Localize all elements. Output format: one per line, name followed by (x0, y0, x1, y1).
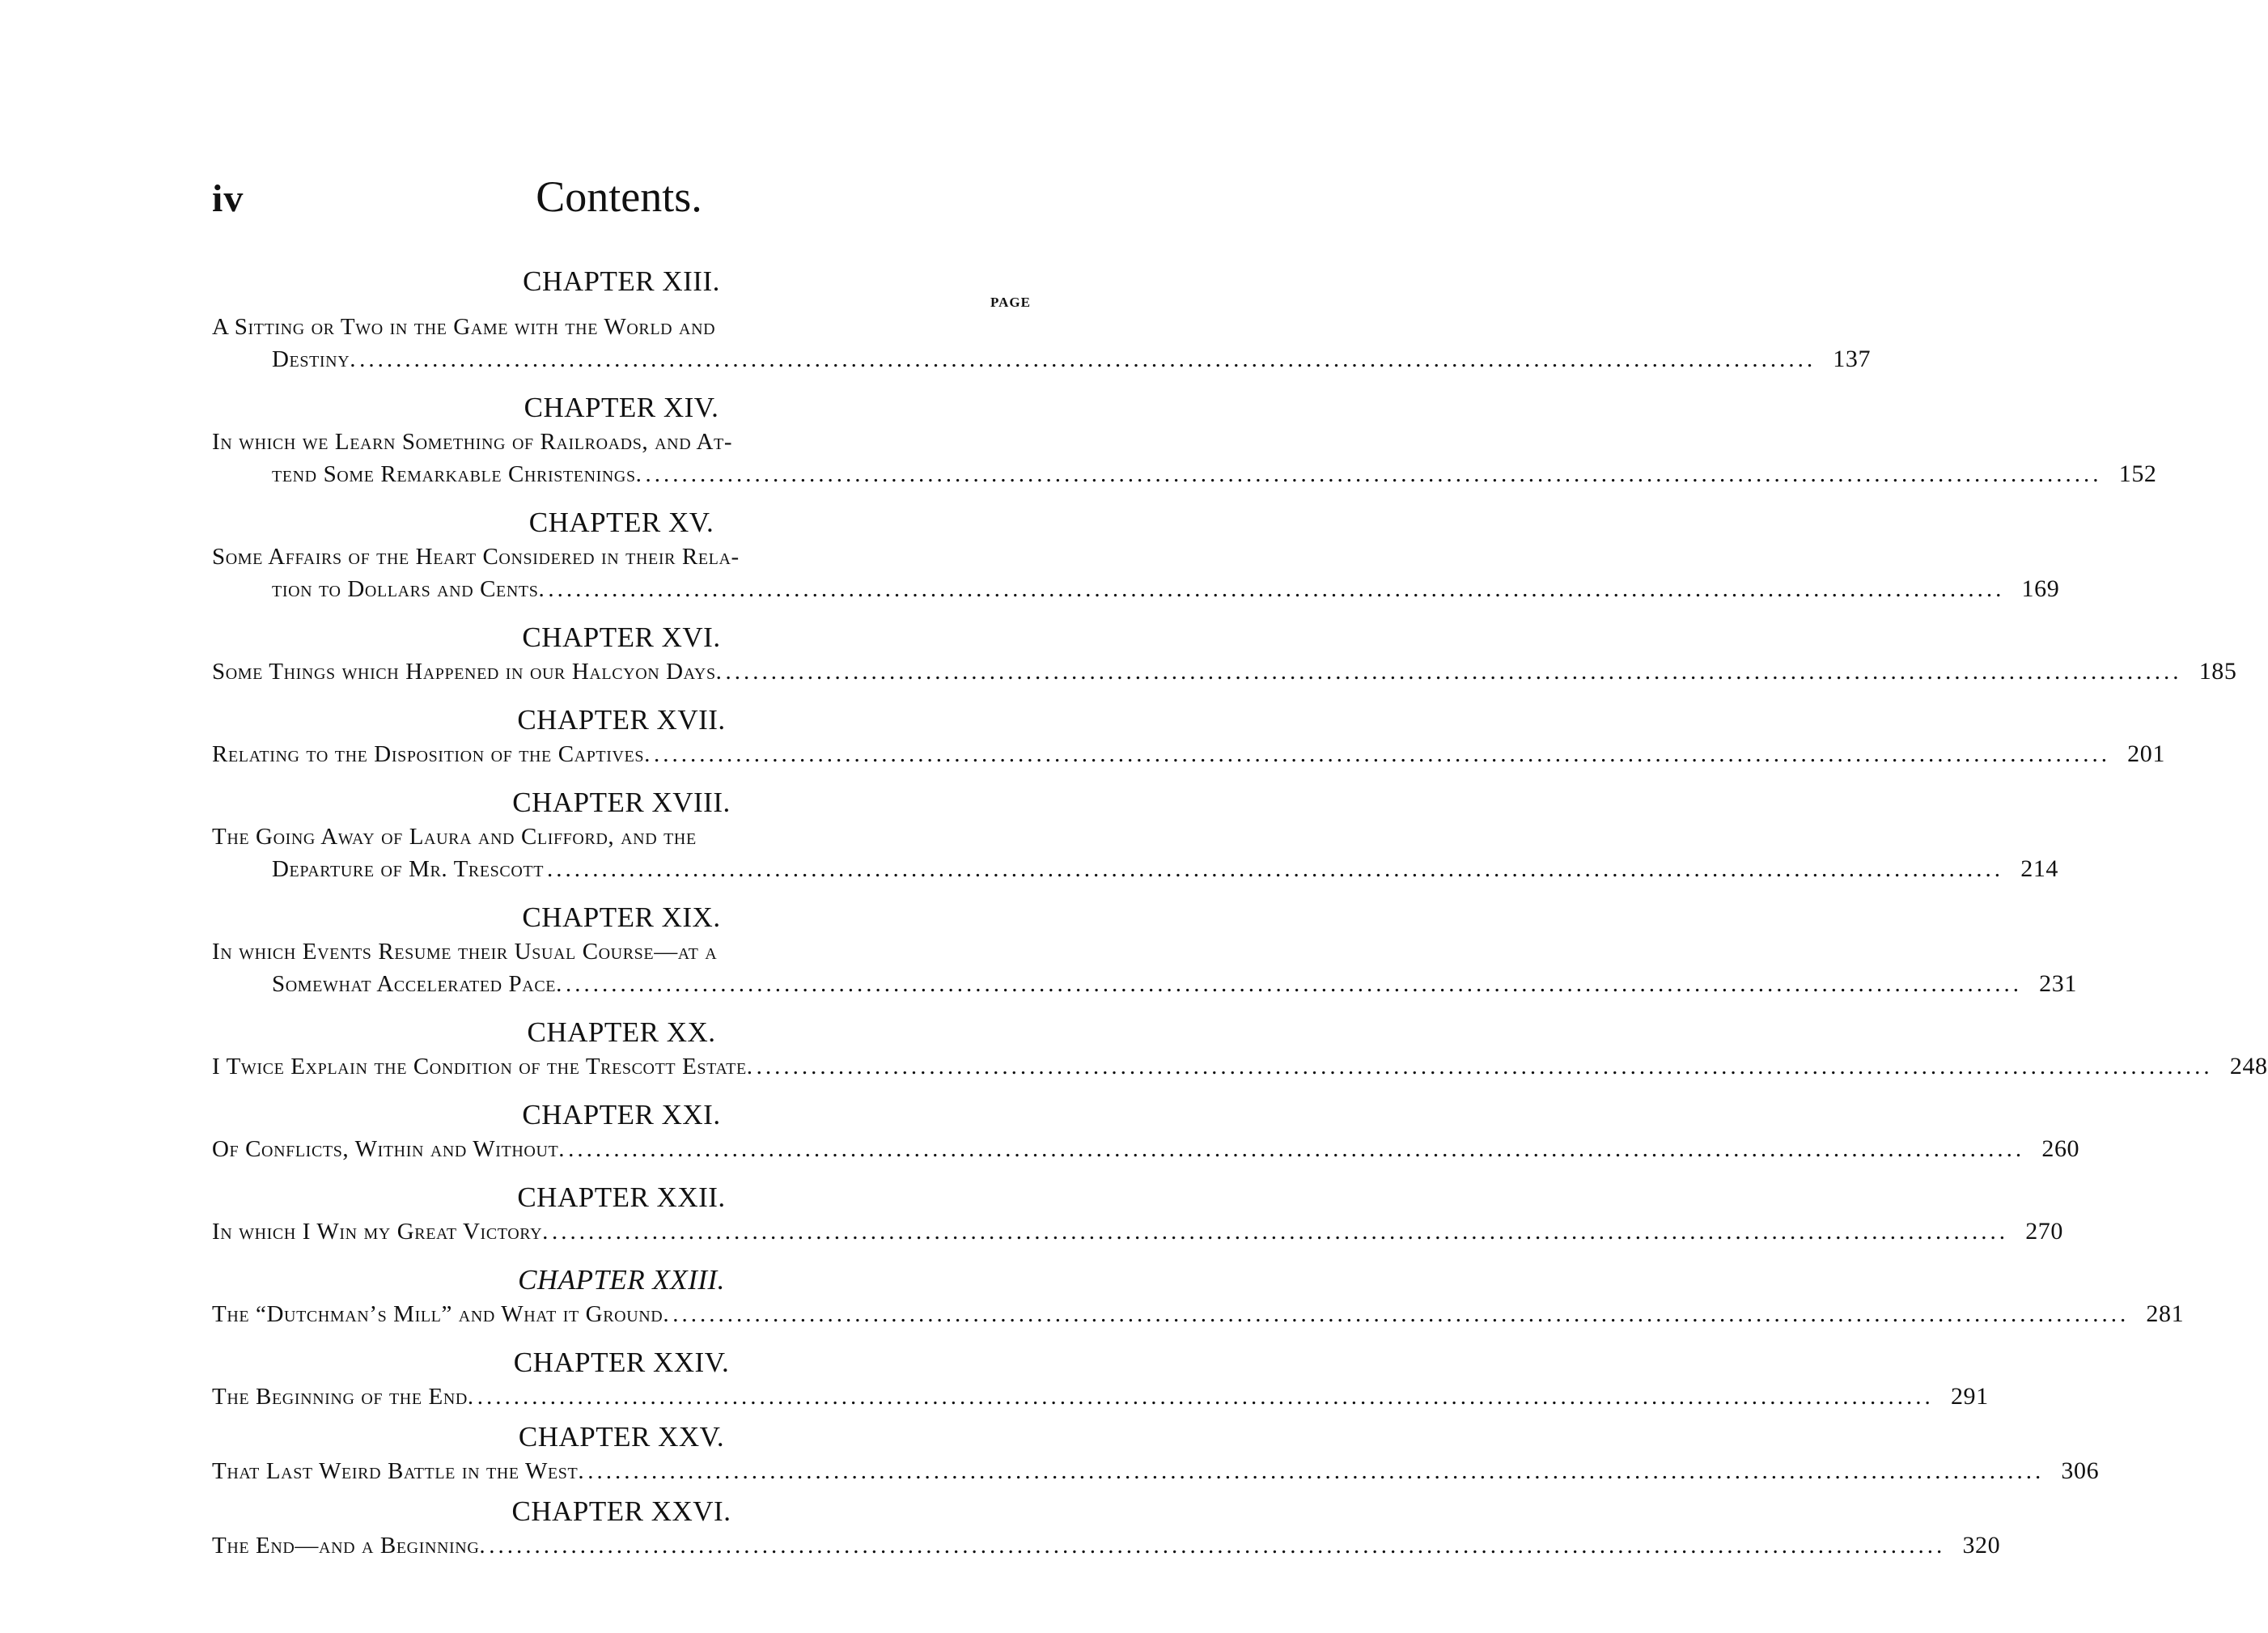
entry-title-line: Relating to the Disposition of the Captives. (212, 741, 651, 767)
dot-leader: ................................................................................................................................................................ (568, 1136, 2025, 1162)
dot-leader: ................................................................................................................................................................ (653, 741, 2110, 767)
entry-title-line: A Sitting or Two in the Game with the World and (212, 314, 716, 340)
chapter-heading: CHAPTER XXII. (517, 1181, 726, 1213)
dot-leader: ................................................................................................................................................................ (552, 1219, 2008, 1245)
toc-entry (212, 655, 2237, 688)
dot-leader: ................................................................................................................................................................ (489, 1533, 1946, 1559)
page-number: 306 (2061, 1457, 2100, 1484)
dot-leader: ................................................................................................................................................................ (725, 659, 2182, 685)
entry-title-line: I Twice Explain the Condition of the Trescott Estate. (212, 1054, 753, 1079)
toc-entry (212, 426, 2157, 490)
chapter-heading: CHAPTER XIII. (523, 265, 720, 297)
page-number: 185 (2198, 658, 2237, 685)
entry-title-line: In which we Learn Something of Railroads, and At- (212, 429, 733, 455)
page-number: 214 (2020, 855, 2059, 882)
toc-entry (212, 1298, 2185, 1330)
toc-entry (212, 935, 2077, 1000)
dot-leader: ................................................................................................................................................................ (587, 1458, 2045, 1484)
toc-entry (212, 1215, 2063, 1248)
chapter-heading: CHAPTER XIX. (522, 901, 721, 933)
page-number: 248 (2229, 1053, 2268, 1079)
page-number: 281 (2146, 1300, 2185, 1327)
running-title: Contents. (536, 172, 702, 221)
entry-title-line: tend Some Remarkable Christenings. (272, 461, 642, 487)
entry-title-line: Destiny. (272, 346, 357, 372)
dot-leader: ................................................................................................................................................................ (477, 1384, 1934, 1410)
chapter-heading: CHAPTER XXV. (518, 1421, 725, 1453)
chapter-heading: CHAPTER XXIII. (518, 1264, 725, 1296)
dot-leader: ................................................................................................................................................................ (547, 856, 2004, 882)
page-number: 152 (2118, 460, 2157, 487)
entry-title-line: The End—and a Beginning. (212, 1533, 486, 1559)
chapter-heading: CHAPTER XX. (527, 1016, 716, 1048)
toc-entry (212, 1050, 2268, 1083)
entry-title-line: tion to Dollars and Cents. (272, 576, 545, 602)
table-of-contents (212, 264, 2268, 1562)
toc-entry (212, 1455, 2100, 1487)
page-column-label: PAGE (990, 295, 1031, 310)
chapter-heading: CHAPTER XVI. (522, 621, 721, 653)
entry-title-line: The “Dutchman’s Mill” and What it Ground. (212, 1301, 670, 1327)
dot-leader: ................................................................................................................................................................ (548, 576, 2005, 602)
chapter-heading: CHAPTER XIV. (524, 392, 719, 423)
entry-title-line: Of Conflicts, Within and Without. (212, 1136, 566, 1162)
chapter-heading: CHAPTER XVIII. (512, 787, 731, 818)
entry-title-line: The Beginning of the End. (212, 1384, 474, 1410)
page-number: 201 (2127, 740, 2165, 767)
entry-title-line: Somewhat Accelerated Pace. (272, 971, 562, 997)
dot-leader: ................................................................................................................................................................ (756, 1054, 2213, 1079)
toc-entry (212, 541, 2060, 605)
dot-leader: ................................................................................................................................................................ (359, 346, 1817, 372)
toc-entry (212, 821, 2059, 885)
entry-title-line: Departure of Mr. Trescott (272, 856, 545, 882)
toc-entry (212, 738, 2165, 770)
page-folio: iv (212, 177, 244, 220)
page-number: 291 (1950, 1383, 1989, 1410)
page-number: 137 (1833, 346, 1872, 372)
dot-leader: ................................................................................................................................................................ (565, 971, 2022, 997)
dot-leader: ................................................................................................................................................................ (672, 1301, 2130, 1327)
entry-title-line: Some Affairs of the Heart Considered in their Rela- (212, 544, 740, 570)
page-number: 169 (2021, 575, 2060, 602)
page-number: 320 (1962, 1532, 2001, 1559)
entry-title-line: Some Things which Happened in our Halcyon Days. (212, 659, 723, 685)
entry-title-line: The Going Away of Laura and Clifford, and the (212, 824, 697, 850)
entry-title-line: In which I Win my Great Victory. (212, 1219, 549, 1245)
dot-leader: ................................................................................................................................................................ (645, 461, 2102, 487)
chapter-heading: CHAPTER XXVI. (511, 1495, 731, 1527)
entry-title-line: That Last Weird Battle in the West. (212, 1458, 585, 1484)
toc-entry (212, 1133, 2080, 1165)
chapter-heading: CHAPTER XV. (528, 507, 714, 538)
chapter-heading: CHAPTER XVII. (517, 704, 726, 736)
chapter-heading: CHAPTER XXIV. (513, 1347, 730, 1378)
chapter-heading: CHAPTER XXI. (522, 1099, 721, 1130)
page-number: 231 (2039, 970, 2077, 997)
entry-title-line: In which Events Resume their Usual Course—at a (212, 939, 718, 965)
page-number: 260 (2041, 1135, 2080, 1162)
toc-entry (212, 311, 1872, 375)
page-number: 270 (2025, 1218, 2063, 1245)
toc-entry (212, 1529, 2001, 1562)
toc-entry (212, 1381, 1989, 1413)
